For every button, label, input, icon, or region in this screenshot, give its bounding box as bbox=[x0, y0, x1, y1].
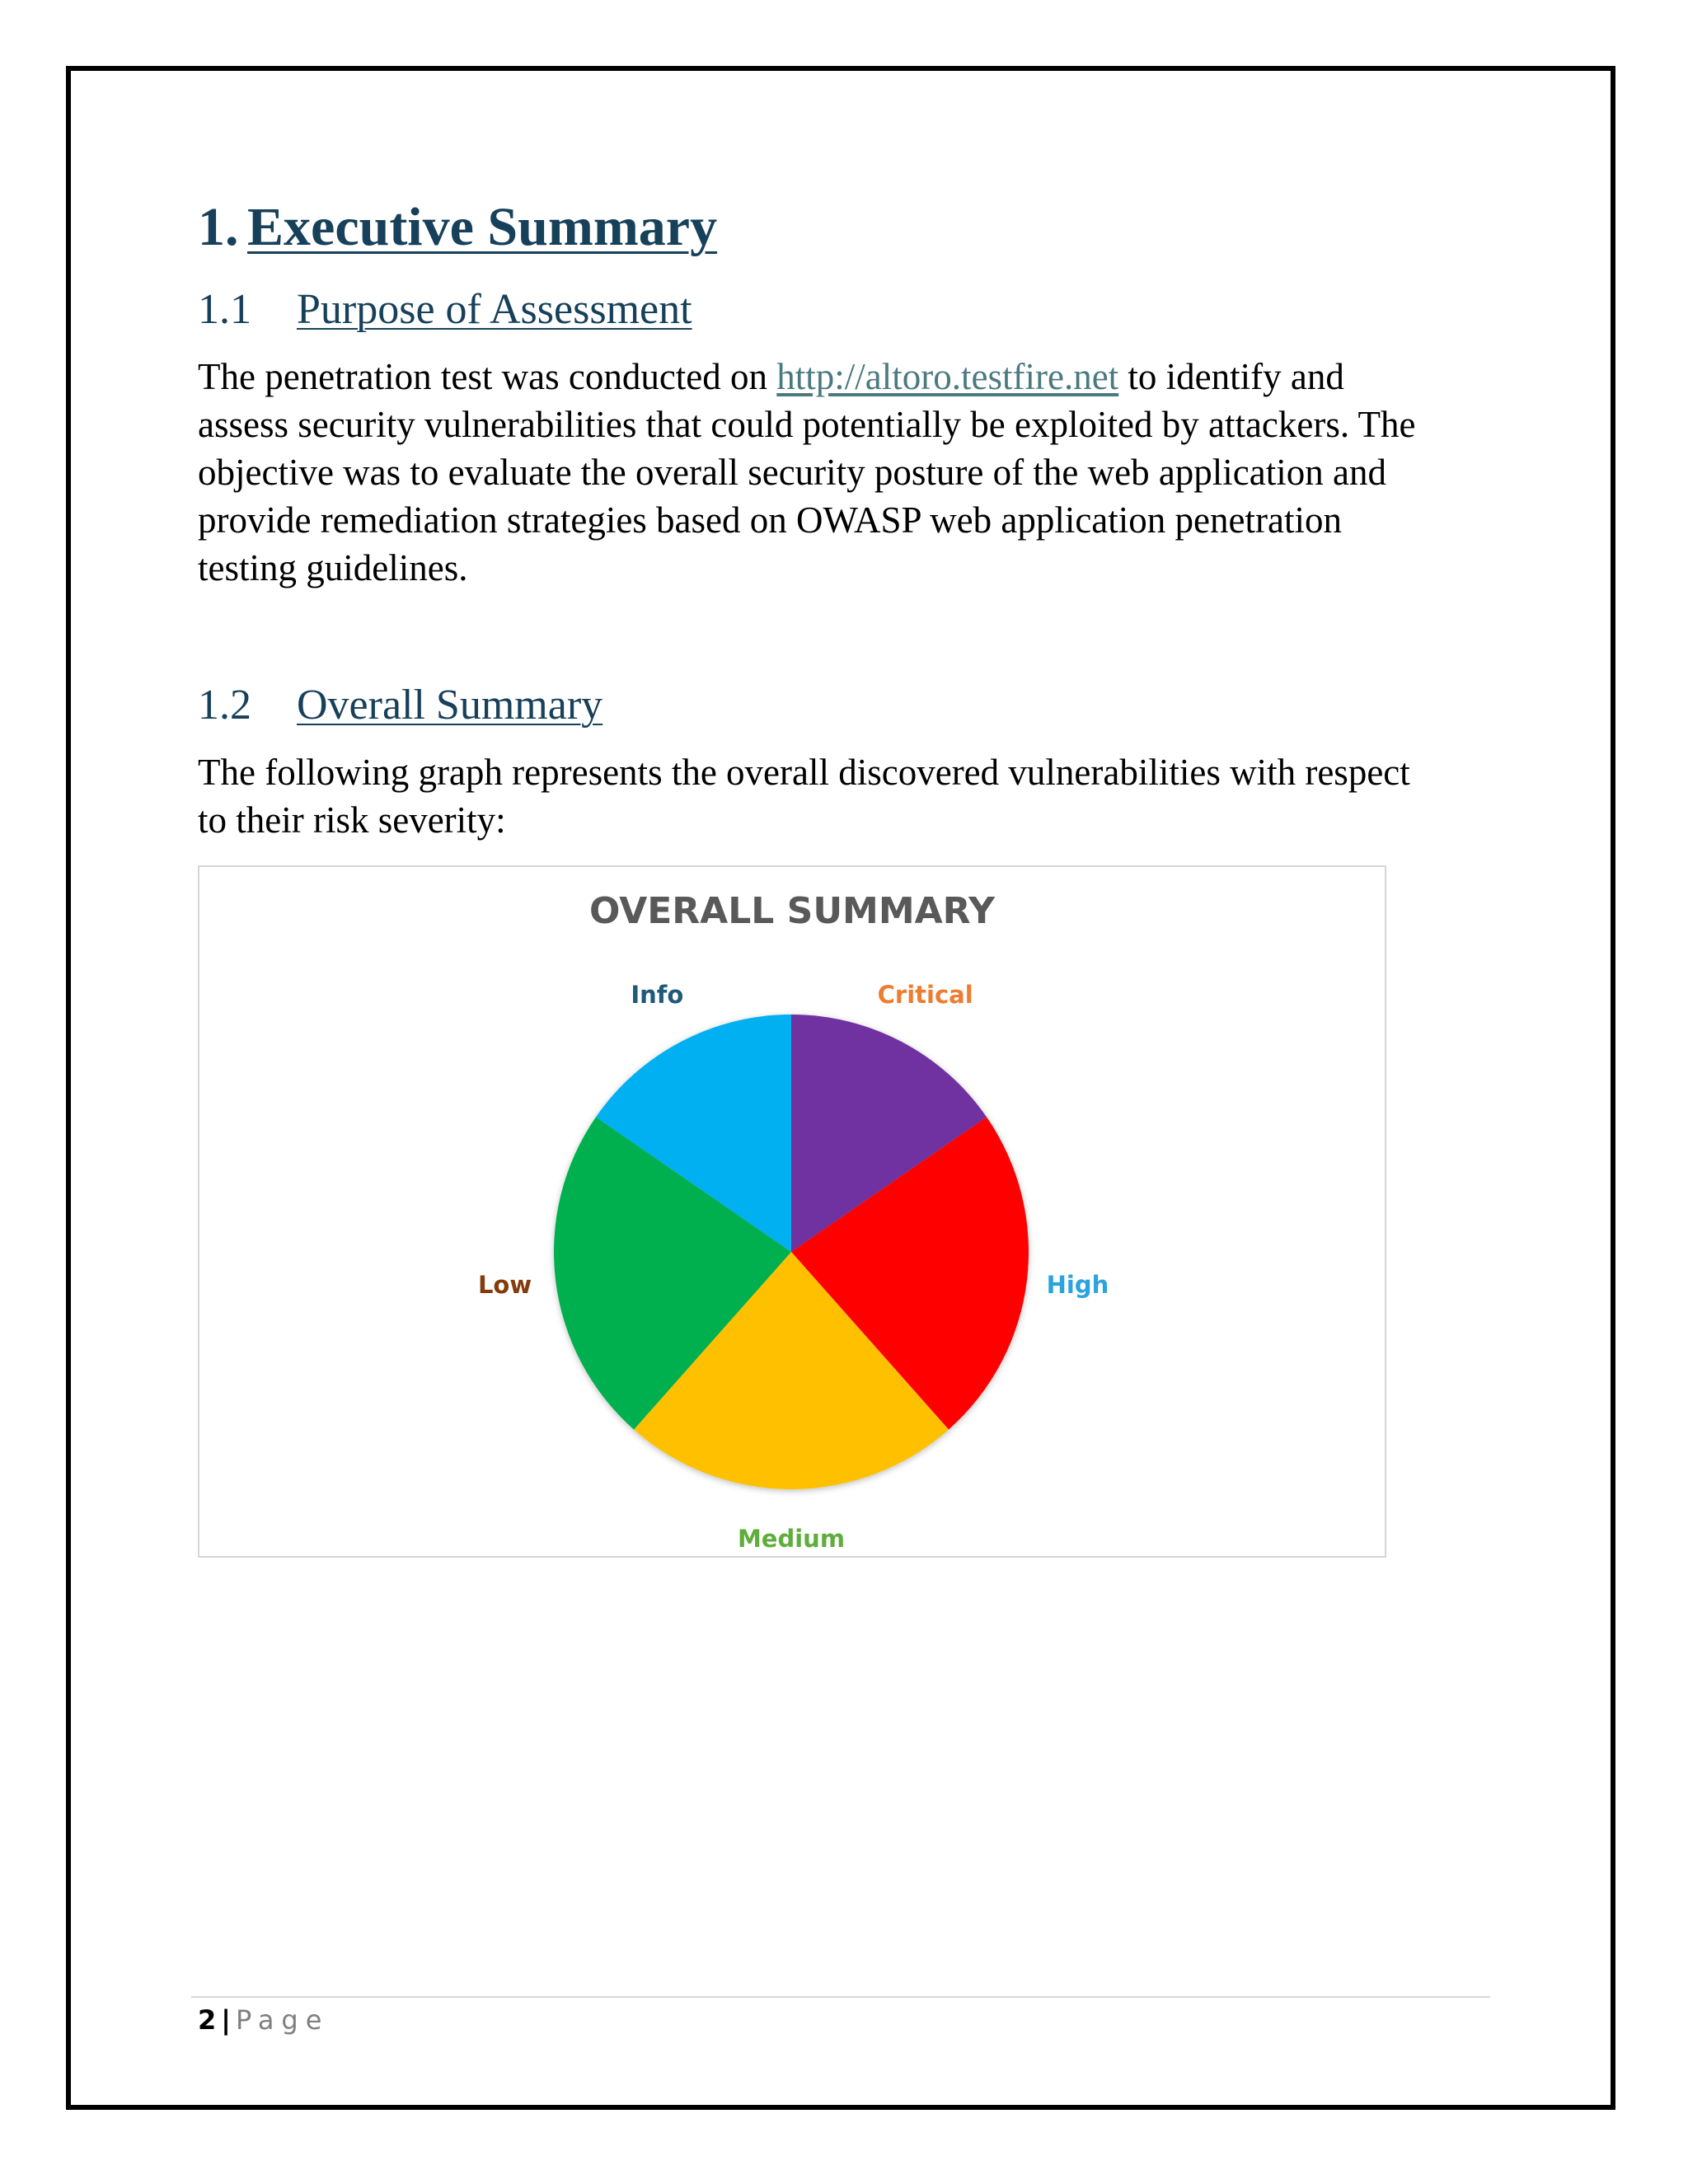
paragraph-line: provide remediation strategies based on OWASP web application penetration bbox=[198, 499, 1342, 541]
footer-divider bbox=[191, 1996, 1490, 1998]
page-number: 2 bbox=[198, 2004, 217, 2036]
section-number: 1.1 bbox=[198, 286, 251, 333]
pie-label-medium: Medium bbox=[737, 1525, 846, 1553]
text-before-link: The penetration test was conducted on bbox=[198, 356, 777, 397]
heading-title: Executive Summary bbox=[247, 197, 718, 257]
paragraph-line: The following graph represents the overall discovered vulnerabilities with respect bbox=[198, 752, 1410, 793]
heading-executive-summary bbox=[198, 196, 717, 259]
paragraph-line: objective was to evaluate the overall security posture of the web application and bbox=[198, 452, 1386, 493]
section-number: 1.2 bbox=[198, 682, 251, 729]
pie-label-low: Low bbox=[477, 1271, 532, 1300]
target-url-link[interactable]: http://altoro.testfire.net bbox=[776, 356, 1119, 397]
page-footer bbox=[198, 2004, 329, 2036]
section-title: Overall Summary bbox=[297, 682, 603, 729]
purpose-paragraph bbox=[198, 353, 1484, 592]
footer-separator: | bbox=[221, 2004, 231, 2036]
pie-chart-container bbox=[198, 865, 1386, 1558]
page-label: Page bbox=[235, 2004, 330, 2036]
heading-number: 1. bbox=[198, 197, 239, 257]
paragraph-line: assess security vulnerabilities that could potentially be exploited by attackers. The bbox=[198, 404, 1416, 445]
pie-chart bbox=[199, 867, 1388, 1559]
text-after-link: to identify and bbox=[1118, 356, 1344, 397]
heading-overall-summary bbox=[198, 681, 603, 729]
heading-purpose-of-assessment bbox=[198, 285, 692, 334]
paragraph-line: testing guidelines. bbox=[198, 547, 468, 588]
paragraph-line bbox=[198, 353, 1484, 401]
section-title: Purpose of Assessment bbox=[297, 286, 692, 333]
paragraph-line: to their risk severity: bbox=[198, 799, 506, 841]
chart-title: OVERALL SUMMARY bbox=[588, 890, 996, 932]
pie-label-critical: Critical bbox=[877, 981, 973, 1010]
pie-label-high: High bbox=[1046, 1271, 1109, 1300]
overall-summary-paragraph bbox=[198, 748, 1484, 844]
pie-label-info: Info bbox=[631, 981, 684, 1010]
